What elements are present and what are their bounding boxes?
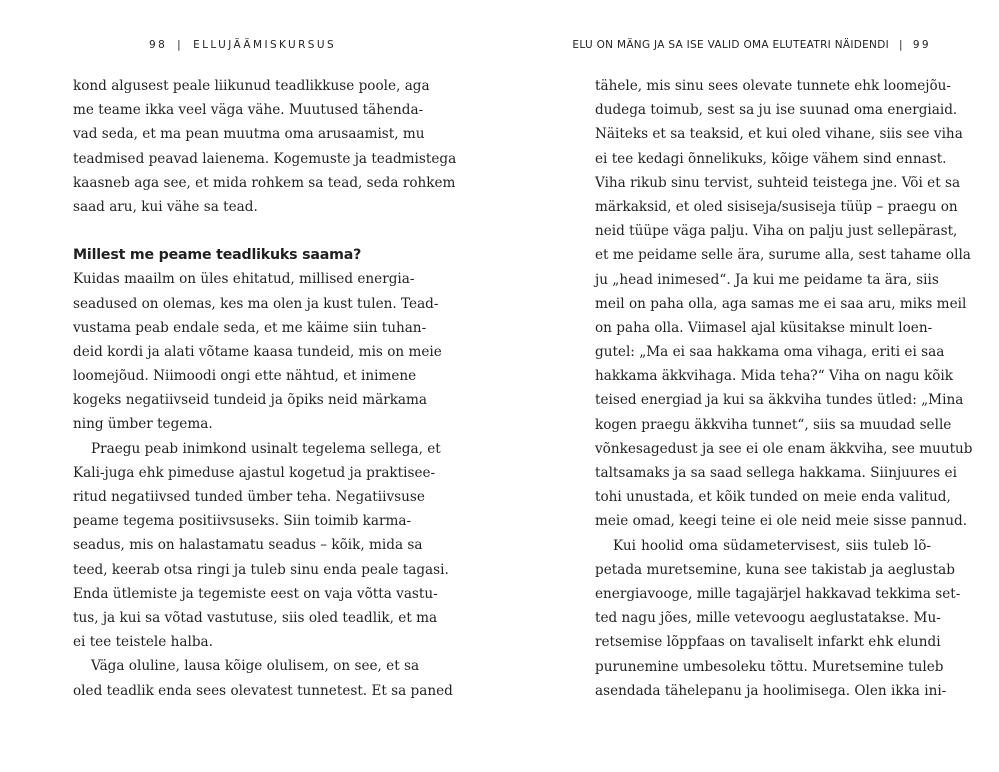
text-line: Kali-juga ehk pimeduse ajastul kogetud ja praktisee- (73, 464, 436, 481)
text-line: ning ümber tegema. (73, 416, 213, 433)
text-line: me teame ikka veel väga vähe. Muutused tähenda- (73, 102, 424, 119)
text-line: ted nagu jões, mille vetevoogu aeglustatakse. Mu- (595, 610, 941, 627)
text-line: Kui hoolid oma südametervisest, siis tuleb lõ- (613, 537, 931, 554)
text-line: seadus, mis on halastamatu seadus – kõik, mida sa (73, 537, 423, 554)
text-line: võnkesagedust ja see ei ole enam äkkviha, see muutub (595, 440, 973, 457)
text-line: tohi unustada, et kõik tunded on meie enda valitud, (595, 489, 951, 506)
text-line: et me peidame selle ära, surume alla, sest tahame olla (595, 247, 971, 264)
text-line: Enda ütlemiste ja tegemiste eest on vaja võtta vastu- (73, 585, 438, 602)
text-line: hakkama äkkvihaga. Mida teha?“ Viha on nagu kõik (595, 368, 953, 385)
text-line: neid tüüpe väga palju. Viha on palju just sellepärast, (595, 223, 958, 240)
left-body-text (73, 74, 457, 703)
text-line: dudega toimub, sest sa ju ise suunad oma energiaid. (595, 102, 958, 119)
left-paragraph-4 (73, 654, 453, 702)
text-line: ritud negatiivsed tunded ümber teha. Negatiivsuse (73, 489, 425, 505)
text-line: petada muretsemine, kuna see takistab ja aeglustab (595, 561, 955, 578)
right-running-head (572, 39, 931, 51)
text-line: Näiteks et sa teaksid, et kui oled vihane, siis see viha (595, 126, 963, 143)
right-running-head-separator: | (898, 39, 903, 51)
text-line: ju „head inimesed“. Ja kui me peidame ta ära, siis (595, 271, 939, 288)
text-line: energiavooge, mille tagajärjel hakkavad tekkima set- (595, 585, 961, 602)
text-line: gutel: „Ma ei saa hakkama oma vihaga, eriti ei saa (595, 344, 945, 361)
left-paragraph-3 (73, 437, 449, 655)
text-line: teed, keerab otsa ringi ja tuleb sinu enda peale tagasi. (73, 561, 449, 578)
text-line: ei tee kedagi õnnelikuks, kõige vähem sind ennast. (595, 150, 947, 167)
text-line: saad aru, kui vähe sa tead. (73, 198, 258, 215)
text-line: märkaksid, et oled sisiseja/susiseja tüüp – praegu on (595, 198, 958, 215)
left-paragraph-1 (73, 74, 457, 219)
text-line: oled teadlik enda sees olevatest tunnetest. Et sa paned (73, 682, 453, 699)
text-line: Väga oluline, lausa kõige olulisem, on see, et sa (91, 658, 420, 675)
text-line: taltsamaks ja sa saad sellega hakkama. Siinjuures ei (595, 465, 957, 481)
left-running-head (149, 39, 336, 51)
right-body-text (595, 74, 973, 703)
right-page (499, 0, 999, 772)
text-line: meie omad, keegi teine ei ole neid meie sisse pannud. (595, 513, 968, 530)
text-line: kaasneb aga see, et mida rohkem sa tead, seda rohkem (73, 174, 456, 191)
right-paragraph-1 (595, 74, 973, 534)
text-line: meil on paha olla, aga samas me ei saa aru, miks meil (595, 295, 967, 312)
text-line: ei tee teistele halba. (73, 634, 213, 651)
right-paragraph-2 (595, 534, 961, 703)
left-paragraph-2 (73, 267, 442, 436)
text-line: Kuidas maailm on üles ehitatud, millised energia- (73, 271, 415, 288)
text-line: teised energiad ja kui sa äkkviha tundes ütled: „Mina (595, 392, 964, 409)
text-line: Viha rikub sinu tervist, suhteid teistega jne. Või et sa (595, 174, 961, 191)
text-line: kogen praegu äkkviha tunnet“, siis sa muudad selle (595, 416, 952, 433)
text-line: deid kordi ja alati võtame kaasa tundeid, mis on meie (73, 343, 442, 360)
text-line: tus, ja kui sa võtad vastutuse, siis oled teadlik, et ma (73, 609, 438, 626)
text-line: loomejõud. Niimoodi ongi ette nähtud, et inimene (73, 368, 417, 385)
left-page (0, 0, 499, 772)
section-gap (73, 219, 408, 243)
right-page-number: 99 (912, 39, 931, 51)
text-line: tähele, mis sinu sees olevate tunnete ehk loomejõu- (595, 78, 951, 94)
text-line: purunemine umbesoleku tõttu. Muretsemine tuleb (595, 658, 944, 675)
text-line: Praegu peab inimkond usinalt tegelema sellega, et (91, 440, 441, 457)
text-line: on paha olla. Viimasel ajal küsitakse minult loen- (595, 319, 933, 336)
text-line: vustama peab endale seda, et me käime siin tuhan- (73, 319, 427, 336)
left-running-title: ELLUJÄÄMISKURSUS (193, 39, 337, 51)
text-line: seadused on olemas, kes ma olen ja kust tulen. Tead- (73, 295, 439, 312)
text-line: teadmised peavad laienema. Kogemuste ja teadmistega (73, 150, 457, 167)
text-line: retsemise lõppfaas on tavaliselt infarkt ehk elundi (595, 634, 941, 651)
left-page-number: 98 (149, 39, 168, 51)
right-running-title: ELU ON MÄNG JA SA ISE VALID OMA ELUTEATRI NÄIDENDI (572, 39, 889, 51)
section-heading: Millest me peame teadlikuks saama? (73, 247, 362, 264)
text-line: kond algusest peale liikunud teadlikkuse poole, aga (73, 78, 430, 94)
text-line: peame tegema positiivsuseks. Siin toimib karma- (73, 513, 412, 530)
text-line: asendada tähelepanu ja hoolimisega. Olen ikka ini- (595, 682, 947, 699)
text-line: vad seda, et ma pean muutma oma arusaamist, mu (73, 126, 425, 143)
text-line: kogeks negatiivseid tundeid ja õpiks neid märkama (73, 392, 428, 409)
left-running-head-separator: | (177, 39, 184, 51)
